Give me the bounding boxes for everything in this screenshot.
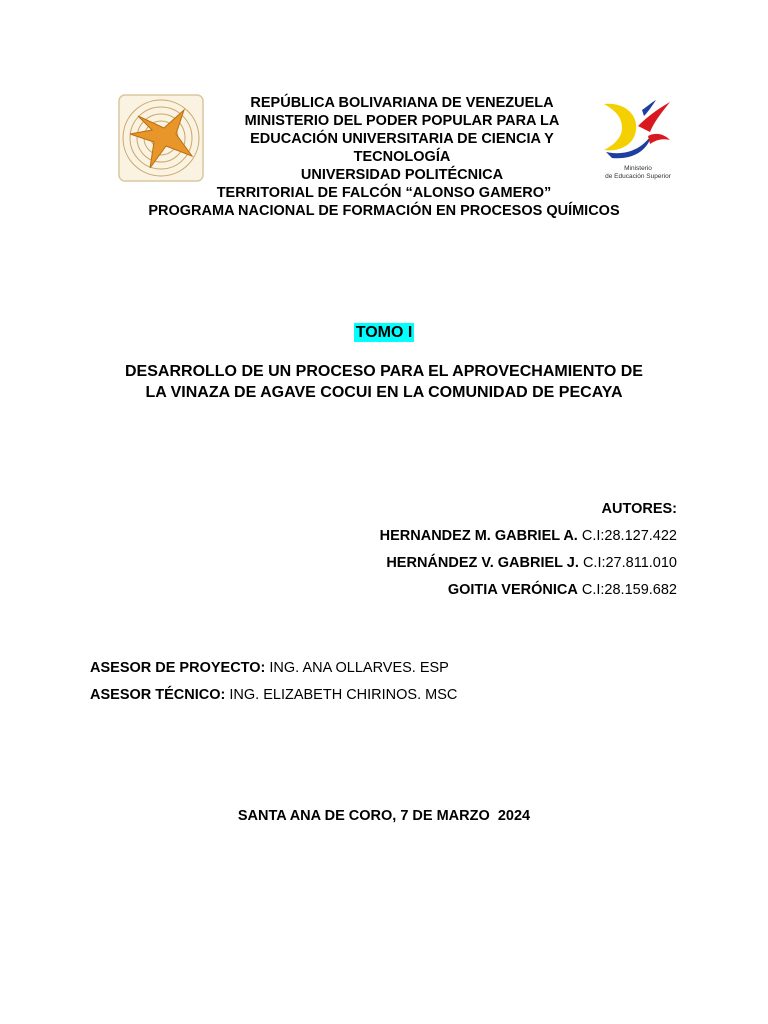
project-title-line2: LA VINAZA DE AGAVE COCUI EN LA COMUNIDAD DE PECAYA — [145, 384, 623, 401]
author-name: GOITIA VERÓNICA — [447, 582, 578, 598]
place-date — [0, 808, 768, 824]
header-line-education: EDUCACIÓN UNIVERSITARIA DE CIENCIA Y — [250, 131, 554, 147]
technical-advisor-row — [90, 682, 457, 709]
project-advisor-label: ASESOR DE PROYECTO: — [90, 660, 266, 676]
authors-heading: AUTORES: — [601, 501, 677, 517]
ministry-caption-line1: Ministerio — [624, 165, 652, 172]
advisors-block — [90, 655, 457, 709]
author-row — [380, 577, 677, 604]
project-title-line1: DESARROLLO DE UN PROCESO PARA EL APROVECHAMIENTO DE — [125, 363, 643, 380]
project-title — [60, 361, 708, 403]
technical-advisor-label: ASESOR TÉCNICO: — [90, 687, 226, 703]
author-name: HERNANDEZ M. GABRIEL A. — [379, 528, 578, 544]
author-id: C.I:27.811.010 — [582, 555, 677, 571]
institution-header — [100, 94, 668, 220]
technical-advisor-value: ING. ELIZABETH CHIRINOS. MSC — [229, 687, 458, 703]
author-name: HERNÁNDEZ V. GABRIEL J. — [386, 555, 579, 571]
author-row — [380, 550, 677, 577]
volume-label-text: TOMO I — [355, 324, 413, 341]
project-advisor-row — [90, 655, 457, 682]
author-id: C.I:28.127.422 — [581, 528, 677, 544]
header-line-program: PROGRAMA NACIONAL DE FORMACIÓN EN PROCESOS QUÍMICOS — [148, 203, 620, 219]
header-line-university: UNIVERSIDAD POLITÉCNICA — [300, 167, 504, 183]
place-date-text: SANTA ANA DE CORO, 7 DE MARZO 2024 — [237, 808, 531, 824]
authors-block — [380, 496, 677, 604]
header-line-territorial: TERRITORIAL DE FALCÓN “ALONSO GAMERO” — [216, 185, 552, 201]
volume-label — [0, 324, 768, 342]
header-line-technology: TECNOLOGÍA — [353, 149, 451, 165]
header-line-ministry: MINISTERIO DEL PODER POPULAR PARA LA — [244, 113, 560, 129]
author-row — [380, 523, 677, 550]
header-line-republic: REPÚBLICA BOLIVARIANA DE VENEZUELA — [250, 95, 554, 111]
project-advisor-value: ING. ANA OLLARVES. ESP — [269, 660, 449, 676]
ministry-caption-line2: de Educación Superior — [605, 173, 671, 180]
author-id: C.I:28.159.682 — [581, 582, 677, 598]
